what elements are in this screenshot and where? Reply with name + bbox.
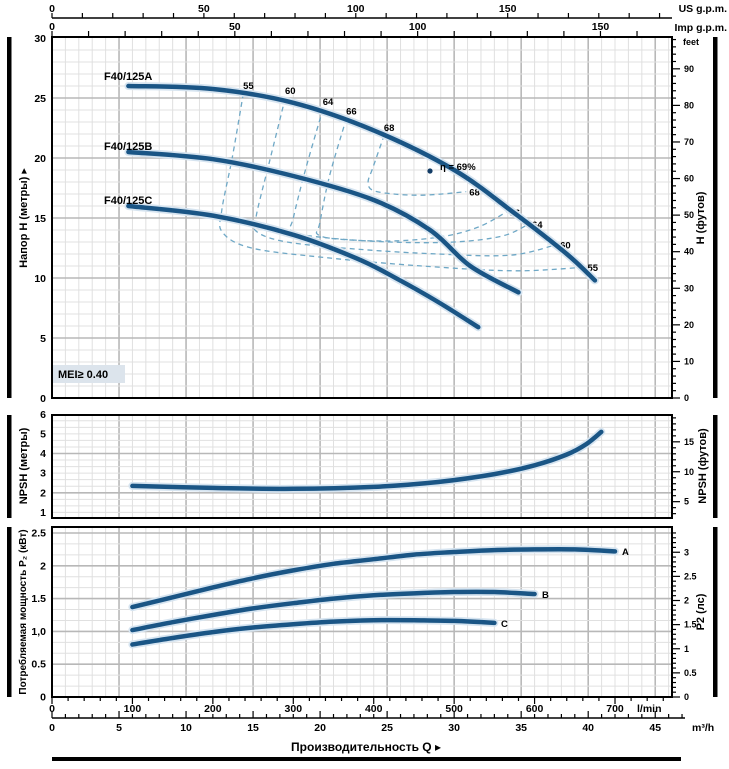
side-bar-right bbox=[713, 37, 718, 398]
efficiency-contour-64 bbox=[290, 109, 529, 243]
npsh-feet-tick-label: 5 bbox=[684, 496, 690, 507]
hp-tick-label: 0.5 bbox=[684, 667, 697, 678]
us-gpm-tick-label: 50 bbox=[198, 3, 210, 15]
hp-tick-label: 1 bbox=[684, 643, 690, 654]
m3h-tick-label: 25 bbox=[381, 722, 393, 734]
m3h-tick-label: 10 bbox=[180, 722, 192, 734]
feet-tick-label: 80 bbox=[684, 100, 695, 111]
power-kw-tick-label: 2 bbox=[40, 560, 46, 573]
feet-tick-label: 50 bbox=[684, 210, 695, 221]
head-m-tick-label: 25 bbox=[34, 93, 46, 105]
lmin-tick-label: 300 bbox=[284, 703, 303, 715]
npsh-m-tick-label: 2 bbox=[40, 487, 46, 500]
npsh-feet-axis-title: NPSH (футов) bbox=[697, 428, 709, 504]
efficiency-label-top-68: 68 bbox=[383, 123, 395, 135]
head-m-tick-label: 0 bbox=[40, 393, 46, 405]
curve-label-f40-125c: F40/125C bbox=[104, 195, 153, 207]
efficiency-label-right-60: 60 bbox=[560, 240, 571, 252]
imp-gpm-unit-label: Imp g.p.m. bbox=[674, 22, 727, 34]
npsh-m-tick-label: 1 bbox=[40, 506, 46, 519]
m3h-tick-label: 30 bbox=[448, 722, 460, 734]
efficiency-label-right-66: 66 bbox=[509, 208, 521, 219]
lmin-unit-label: l/min bbox=[637, 703, 662, 715]
head-curve-F40/125A bbox=[128, 86, 595, 280]
hp-tick-label: 2 bbox=[684, 595, 690, 606]
lmin-tick-label: 400 bbox=[364, 703, 383, 715]
head-m-tick-label: 15 bbox=[34, 213, 46, 225]
us-gpm-tick-label: 150 bbox=[498, 3, 517, 15]
head-m-tick-label: 20 bbox=[34, 153, 46, 165]
power-kw-tick-label: 1.5 bbox=[31, 593, 46, 606]
m3h-tick-label: 45 bbox=[649, 722, 662, 734]
side-bar-right bbox=[713, 527, 718, 697]
npsh-m-tick-label: 3 bbox=[40, 467, 46, 480]
feet-tick-label: 20 bbox=[684, 319, 695, 330]
hp-tick-label: 3 bbox=[684, 547, 690, 558]
power-axis-title: Потребляемая мощность P₂ (кВт) bbox=[18, 529, 29, 695]
feet-tick-label: 10 bbox=[684, 356, 695, 367]
imp-gpm-tick-label: 100 bbox=[408, 21, 427, 33]
power-kw-tick-label: 1,0 bbox=[31, 625, 46, 638]
npsh-m-tick-label: 4 bbox=[40, 448, 46, 461]
npsh-m-tick-label: 5 bbox=[40, 428, 46, 441]
lmin-tick-label: 200 bbox=[204, 703, 222, 715]
lmin-tick-label: 600 bbox=[525, 703, 544, 715]
side-bar-right bbox=[713, 415, 718, 518]
hp-tick-label: 0 bbox=[684, 692, 690, 702]
feet-unit-label: feet bbox=[683, 37, 700, 47]
m3h-unit-label: m³/h bbox=[692, 722, 715, 734]
efficiency-label-right-68: 68 bbox=[469, 187, 480, 199]
bottom-rule bbox=[52, 757, 681, 761]
flow-axis-title: Производительность Q ▸ bbox=[291, 740, 441, 754]
feet-tick-label: 70 bbox=[684, 136, 695, 147]
m3h-tick-label: 5 bbox=[116, 722, 122, 734]
head-curve-F40/125A-halo bbox=[128, 86, 595, 280]
m3h-tick-label: 35 bbox=[515, 722, 528, 734]
head-m-tick-label: 5 bbox=[40, 333, 46, 345]
m3h-tick-label: 40 bbox=[582, 722, 595, 734]
eta-label: η = 69% bbox=[440, 162, 476, 173]
power-curve-label-a: A bbox=[622, 547, 629, 558]
hp-tick-label: 2.5 bbox=[684, 571, 697, 582]
power-kw-tick-label: 0 bbox=[40, 691, 46, 704]
feet-tick-label: 40 bbox=[684, 246, 695, 257]
side-bar-left bbox=[7, 415, 12, 518]
lmin-tick-label: 500 bbox=[445, 703, 463, 715]
curve-label-f40-125b: F40/125B bbox=[104, 141, 153, 153]
imp-gpm-tick-label: 0 bbox=[49, 21, 55, 33]
power-curve-label-b: B bbox=[542, 590, 549, 601]
m3h-tick-label: 20 bbox=[314, 722, 326, 734]
efficiency-label-top-66: 66 bbox=[346, 106, 357, 118]
npsh-m-tick-label: 6 bbox=[40, 408, 46, 421]
feet-tick-label: 90 bbox=[684, 63, 695, 74]
efficiency-label-top-64: 64 bbox=[322, 96, 334, 108]
efficiency-label-top-60: 60 bbox=[284, 86, 296, 97]
feet-tick-label: 30 bbox=[684, 283, 695, 294]
lmin-tick-label: 100 bbox=[123, 703, 142, 715]
npsh-axis-title: NPSH (метры) bbox=[18, 427, 30, 505]
npsh-feet-tick-label: 10 bbox=[684, 466, 695, 477]
head-axis-title: Напор Н (метры) ▸ bbox=[18, 168, 30, 268]
lmin-tick-label: 0 bbox=[49, 703, 55, 715]
npsh-feet-tick-label: 15 bbox=[684, 436, 695, 447]
efficiency-label-right-64: 64 bbox=[531, 220, 543, 231]
imp-gpm-tick-label: 150 bbox=[591, 21, 610, 33]
lmin-tick-label: 700 bbox=[606, 703, 624, 715]
power-hp-axis-title: P2 (лс) bbox=[695, 593, 707, 631]
hp-tick-label: 1.5 bbox=[684, 619, 697, 630]
us-gpm-unit-label: US g.p.m. bbox=[678, 3, 727, 15]
head-feet-axis-title: Н (футов) bbox=[695, 191, 707, 245]
efficiency-label-top-55: 55 bbox=[243, 81, 254, 93]
curve-label-f40-125a: F40/125A bbox=[104, 71, 153, 83]
bep-dot bbox=[427, 168, 432, 173]
us-gpm-tick-label: 100 bbox=[347, 3, 365, 15]
m3h-tick-label: 15 bbox=[247, 722, 259, 734]
us-gpm-tick-label: 0 bbox=[49, 3, 55, 15]
feet-tick-label: 0 bbox=[684, 393, 690, 403]
imp-gpm-tick-label: 50 bbox=[228, 21, 241, 33]
head-m-tick-label: 30 bbox=[34, 33, 46, 45]
head-m-tick-label: 10 bbox=[34, 273, 46, 285]
power-kw-tick-label: 0.5 bbox=[31, 658, 46, 671]
m3h-tick-label: 0 bbox=[49, 722, 55, 734]
side-bar-left bbox=[7, 527, 12, 697]
mei-badge-text: MEI≥ 0.40 bbox=[58, 369, 109, 381]
power-kw-tick-label: 2.5 bbox=[31, 527, 46, 540]
power-curve-label-c: C bbox=[501, 619, 508, 630]
efficiency-label-right-55: 55 bbox=[587, 263, 599, 275]
feet-tick-label: 60 bbox=[684, 173, 695, 184]
side-bar-left bbox=[7, 37, 12, 398]
